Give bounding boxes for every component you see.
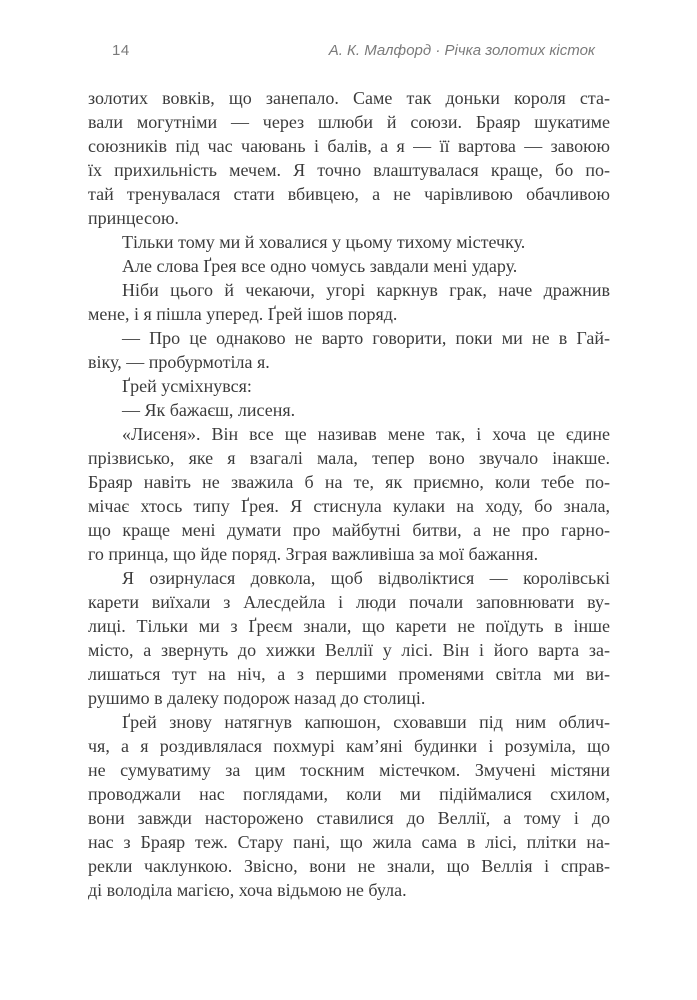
text-line: проводжали нас поглядами, коли ми підіймалися схилом, bbox=[88, 784, 610, 804]
page-number: 14 bbox=[112, 42, 130, 59]
text-line: вали могутніми — через шлюби й союзи. Браяр шукатиме bbox=[88, 112, 610, 132]
text-line: союзників під час чаювань і балів, а я — її вартова — завоюю bbox=[88, 136, 610, 156]
text-line: нас з Браяр теж. Стару пані, що жила сама в лісі, плітки на- bbox=[88, 832, 610, 852]
text-line: їх прихильність мечем. Я точно влаштувалася краще, бо по- bbox=[88, 160, 610, 180]
text-line: рекли чаклункою. Звісно, вони не знали, що Веллія і справ- bbox=[88, 856, 610, 876]
text-line: карети виїхали з Алесдейла і люди почали заповнювати ву- bbox=[88, 592, 610, 612]
text-line: мічає хтось типу Ґрея. Я стиснула кулаки на ходу, бо знала, bbox=[88, 496, 610, 516]
text-line: Тільки тому ми й ховалися у цьому тихому містечку. bbox=[122, 232, 526, 252]
text-line: Але слова Ґрея все одно чомусь завдали мені удару. bbox=[122, 256, 518, 276]
text-line: «Лисеня». Він все ще називав мене так, і хоча це єдине bbox=[122, 424, 610, 444]
text-line: Браяр навіть не зважила б на те, як приємно, коли тебе по- bbox=[88, 472, 610, 492]
text-line: прізвисько, яке я взагалі мала, тепер воно звучало інакше. bbox=[88, 448, 610, 468]
text-line: лиці. Тільки ми з Ґреєм знали, що карети не поїдуть в інше bbox=[88, 616, 610, 636]
text-line: Ґрей усміхнувся: bbox=[122, 376, 252, 396]
text-line: Ніби цього й чекаючи, угорі каркнув грак, наче дражнив bbox=[122, 280, 610, 300]
text-line: рушимо в далеку подорож назад до столиці. bbox=[88, 688, 426, 708]
text-line: золотих вовків, що занепало. Саме так доньки короля ста- bbox=[88, 88, 610, 108]
running-title: А. К. Малфорд · Річка золотих кісток bbox=[328, 42, 595, 59]
text-line: що краще мені думати про майбутні битви, а не про гарно- bbox=[88, 520, 610, 540]
text-line: вони завжди насторожено ставилися до Веллії, а тому і до bbox=[88, 808, 610, 828]
text-line: — Як бажаєш, лисеня. bbox=[122, 400, 296, 420]
text-line: місто, а звернуть до хижки Веллії у лісі. Він і його варта за- bbox=[88, 640, 610, 660]
text-line: — Про це однаково не варто говорити, поки ми не в Гай- bbox=[122, 328, 610, 348]
text-line: ді володіла магією, хоча відьмою не була. bbox=[88, 880, 407, 900]
text-line: мене, і я пішла уперед. Ґрей ішов поряд. bbox=[88, 304, 398, 324]
text-line: віку, — пробурмотіла я. bbox=[88, 352, 270, 372]
text-line: тай тренувалася стати вбивцею, а не чарівливою обачливою bbox=[88, 184, 610, 204]
text-line: Я озирнулася довкола, щоб відволіктися — королівські bbox=[122, 568, 610, 588]
page-body bbox=[88, 86, 610, 902]
text-line: лишаться тут на ніч, а з першими променями світла ми ви- bbox=[88, 664, 610, 684]
text-line: Ґрей знову натягнув капюшон, сховавши під ним облич- bbox=[122, 712, 610, 732]
text-line: принцесою. bbox=[88, 208, 179, 228]
text-line: чя, а я роздивлялася похмурі кам’яні будинки і розуміла, що bbox=[88, 736, 610, 756]
text-line: го принца, що йде поряд. Зграя важливіша за мої бажання. bbox=[88, 544, 539, 564]
text-line: не сумуватиму за цим тоскним містечком. Змучені містяни bbox=[88, 760, 610, 780]
running-header bbox=[112, 42, 595, 59]
